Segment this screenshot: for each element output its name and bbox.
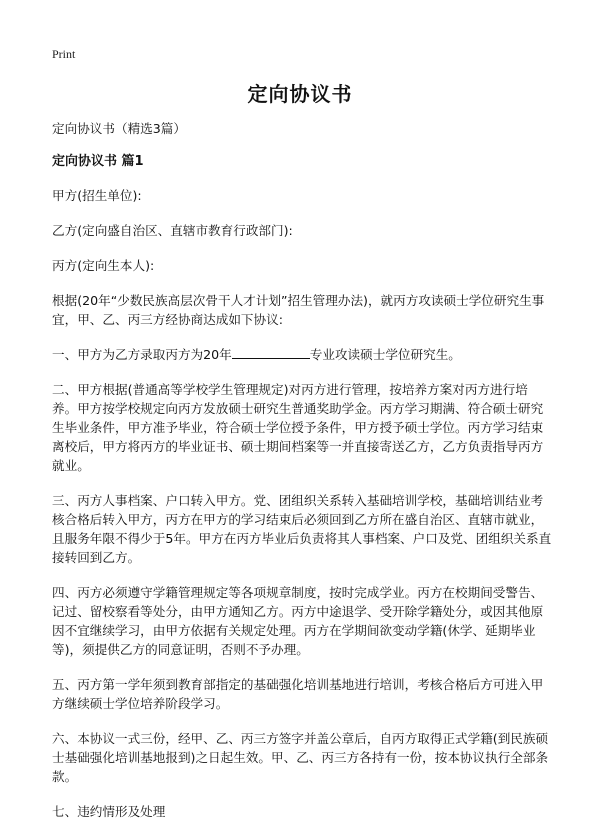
page-title: 定向协议书 <box>247 82 353 106</box>
document-body <box>52 119 552 837</box>
preamble-paragraph: 根据(20年“少数民族高层次骨干人才计划”招生管理办法)，就丙方攻读硕士学位研究生事宜，甲、乙、丙三方经协商达成如下协议: <box>52 293 545 327</box>
clause-2: 二、甲方根据(普通高等学校学生管理规定)对丙方进行管理，按培养方案对丙方进行培养。甲方按学校规定向丙方发放硕士研究生普通奖助学金。丙方学习期满、符合硕士研究生毕业条件，甲方准予毕业，符合硕士学位授予条件，甲方授予硕士学位。丙方学习结束离校后，甲方将丙方的毕业证书、硕士期间档案等一并直接寄送乙方，乙方负责指导丙方就业。 <box>52 382 544 473</box>
clause-1-before: 一、甲方为乙方录取丙方为20年 <box>52 347 232 362</box>
clause-3: 三、丙方人事档案、户口转入甲方。党、团组织关系转入基础培训学校，基础培训结业考核合格后转入甲方，丙方在甲方的学习结束后必须回到乙方所在盛自治区、直辖市就业，且服务年限不得少于5年。甲方在丙方毕业后负责将其人事档案、户口及党、团组织关系直接转回到乙方。 <box>52 493 552 565</box>
party-b-line: 乙方(定向盛自治区、直辖市教育行政部门): <box>52 223 293 238</box>
party-c-line: 丙方(定向生本人): <box>52 258 155 273</box>
print-link[interactable]: Print <box>52 47 76 61</box>
clause-4: 四、丙方必须遵守学籍管理规定等各项规章制度，按时完成学业。丙方在校期间受警告、记过、留校察看等处分，由甲方通知乙方。丙方中途退学、受开除学籍处分，或因其他原因不宜继续学习，由甲方依据有关规定处理。丙方在学期间欲变动学籍(休学、延期毕业等)，须提供乙方的同意证明，否则不予办理。 <box>52 585 544 657</box>
doc-subtitle: 定向协议书（精选3篇） <box>52 121 186 136</box>
clause-7-heading: 七、违约情形及处理 <box>52 804 166 819</box>
fill-in-blank <box>232 347 310 359</box>
clause-1 <box>52 345 552 364</box>
clause-1-after: 专业攻读硕士学位研究生。 <box>309 347 461 362</box>
clause-5: 五、丙方第一学年须到教育部指定的基础强化培训基地进行培训，考核合格后方可进入甲方继续硕士学位培养阶段学习。 <box>52 677 544 711</box>
clause-6: 六、本协议一式三份，经甲、乙、丙三方签字并盖公章后，自丙方取得正式学籍(到民族硕士基础强化培训基地报到)之日起生效。甲、乙、丙三方各持有一份，按本协议执行全部条款。 <box>52 731 549 784</box>
section-heading: 定向协议书 篇1 <box>52 154 144 169</box>
party-a-line: 甲方(招生单位): <box>52 188 142 203</box>
